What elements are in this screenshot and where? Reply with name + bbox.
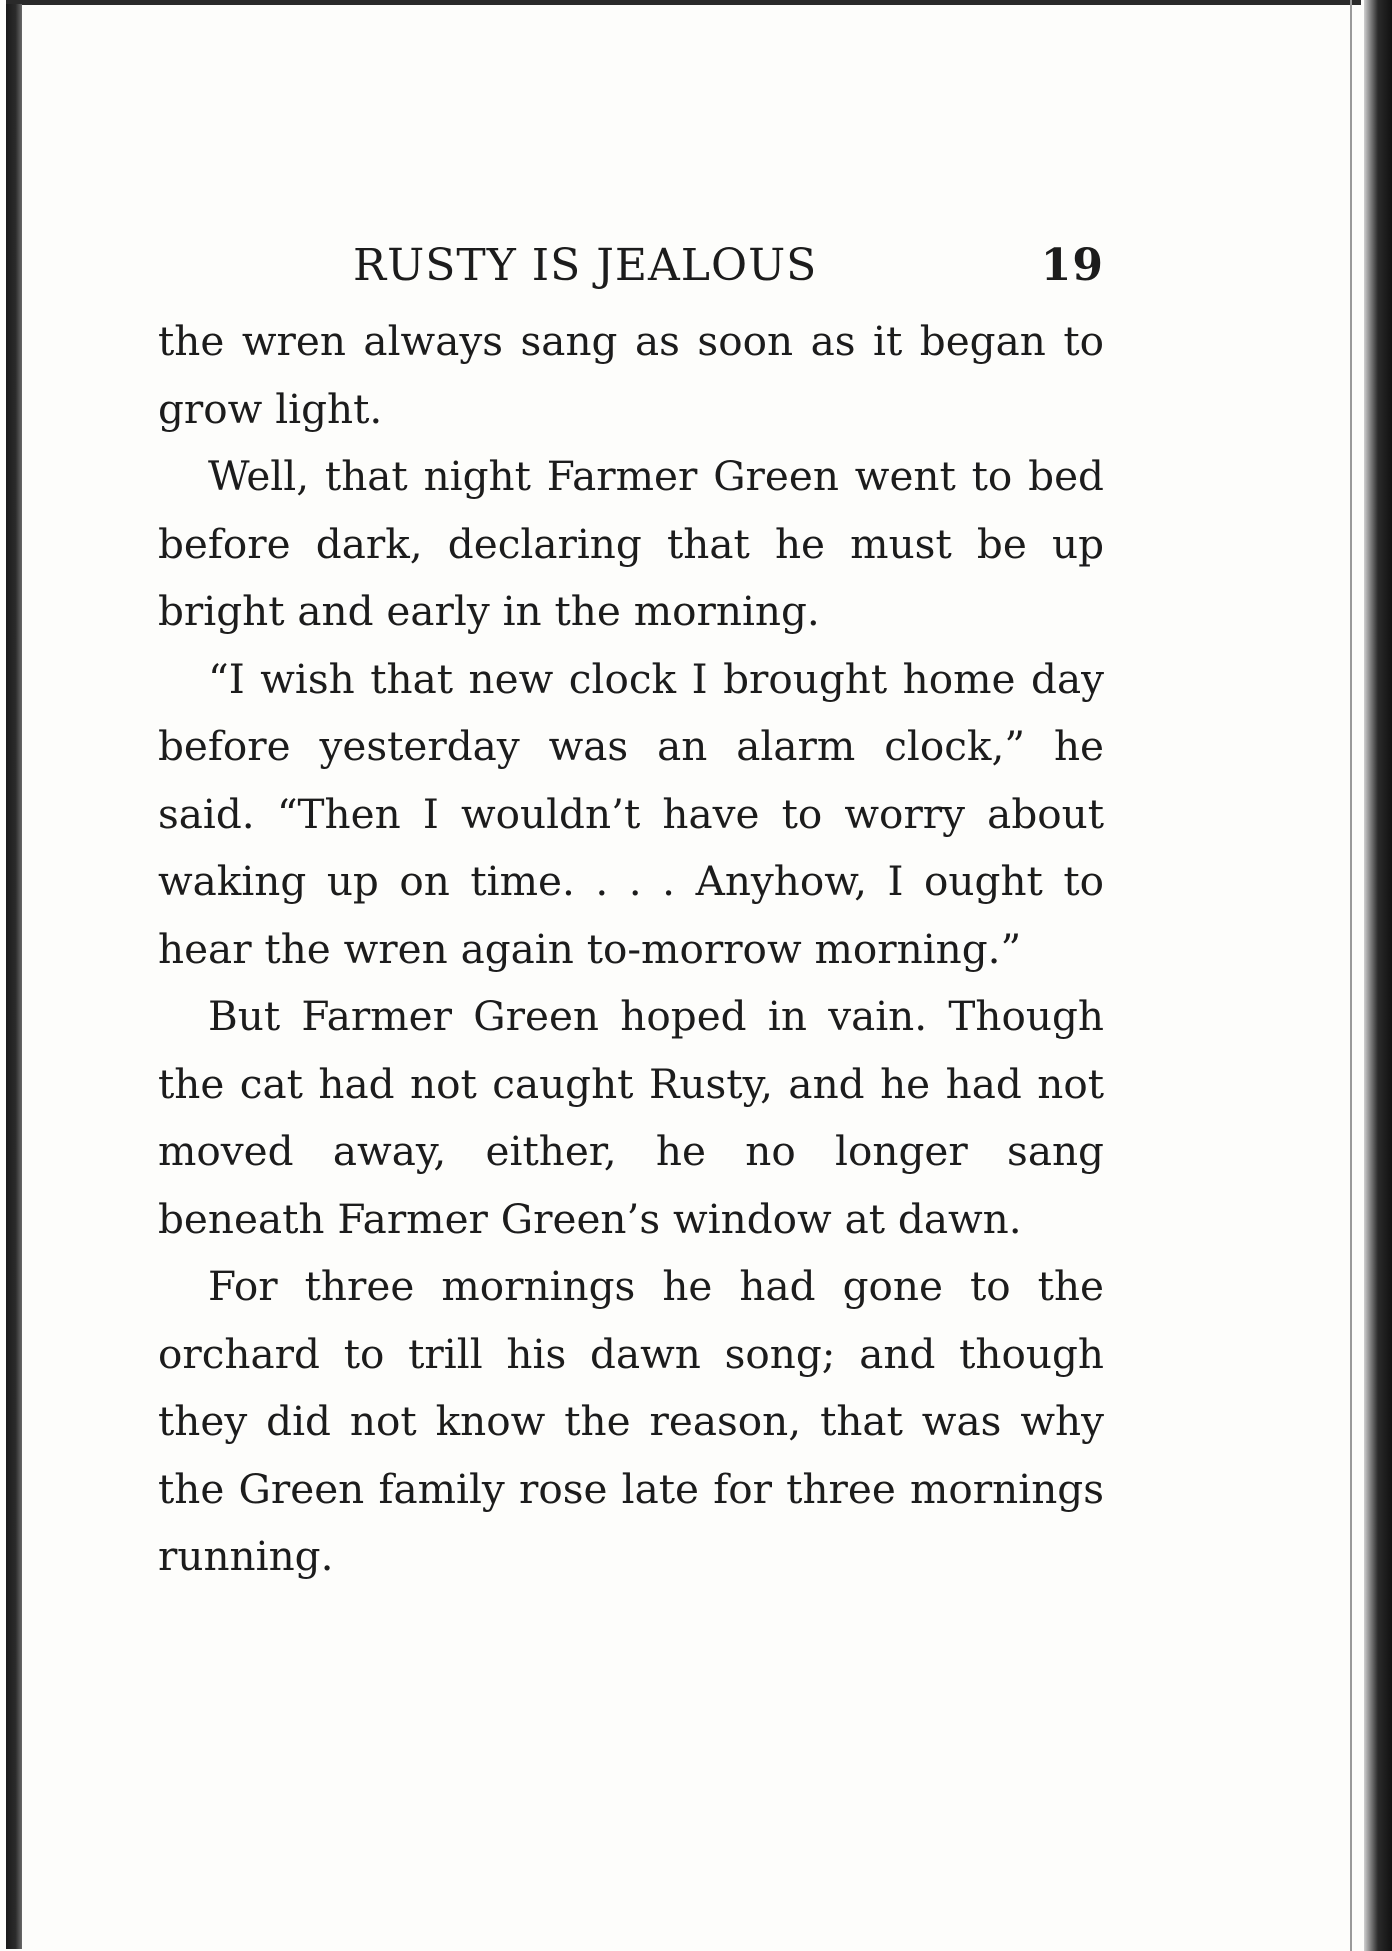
scan-edge-top xyxy=(6,0,1361,5)
paragraph: But Farmer Green hoped in vain. Though the cat had not caught Rusty, and he had not moved away, either, he no longer sang beneath Farmer Green’s window at dawn. xyxy=(158,992,1104,1243)
paragraph: For three mornings he had gone to the orchard to trill his dawn song; and though they did not know the reason, that was why the Green family rose late for three mornings running. xyxy=(158,1262,1104,1580)
scan-edge-right-line xyxy=(1350,0,1352,1951)
scan-edge-right xyxy=(1364,0,1392,1951)
page-number: 19 xyxy=(1040,240,1104,291)
page-text xyxy=(158,240,1104,1591)
paragraph-continued: the wren always sang as soon as it began to grow light. xyxy=(158,317,1104,433)
paragraph: Well, that night Farmer Green went to bed before dark, declaring that he must be up bright and early in the morning. xyxy=(158,452,1104,635)
running-head xyxy=(158,240,1104,300)
paragraph: “I wish that new clock I brought home day before yesterday was an alarm clock,” he said. “Then I wouldn’t have to worry about waking up on time. . . . Anyhow, I ought to hear the wren again to-morrow morning.” xyxy=(158,654,1104,973)
scan-edge-left xyxy=(6,4,22,1949)
running-title: RUSTY IS JEALOUS xyxy=(353,240,818,291)
